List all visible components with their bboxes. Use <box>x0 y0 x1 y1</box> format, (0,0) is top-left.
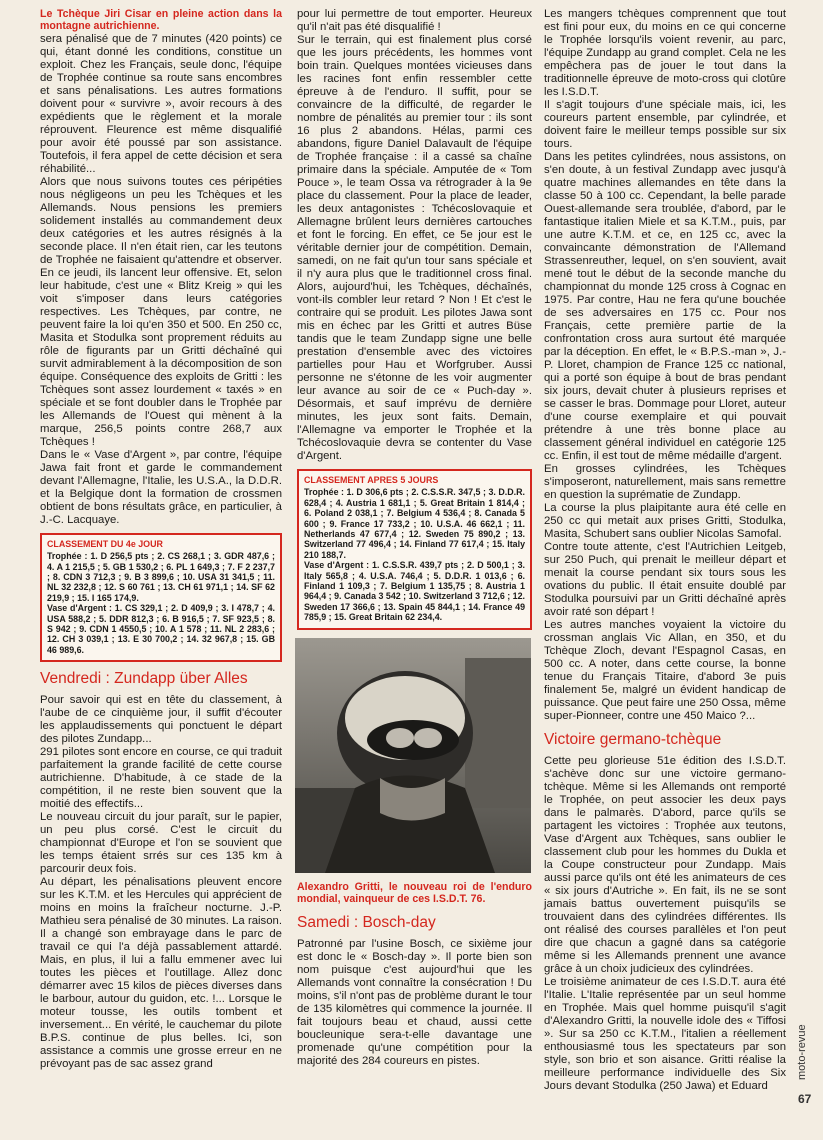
col3-paragraph: Les mangers tchèques comprennent que tout est fini pour eux, du moins en ce qui concerne le Trophée lorsqu'ils voient revenir, au parc, l'équipe Zundapp au grand complet. Cela ne les empêchera pas de jouer le tout dans la traditionnelle épreuve de moto-cross qui clotûre les I.S.D.T. <box>544 8 786 98</box>
col1-paragraph: Pour savoir qui est en tête du classement, à l'aube de ce cinquième jour, il suffit d'écouter les applaudissements qui ponctuent le départ des pilotes Zundapp... <box>40 694 282 746</box>
col1-paragraph: Dans le « Vase d'Argent », par contre, l'équipe Jawa fait front et garde le commandement devant l'Allemagne, l'Italie, les U.S.A., la D.D.R. et la Belgique dont la formation de crossmen obtient de bons résultats grâce, en particulier, à J.-C. Lacquaye. <box>40 448 282 526</box>
standings-silver-vase: Vase d'Argent : 1. CS 329,1 ; 2. D 409,9 ; 3. I 478,7 ; 4. USA 588,2 ; 5. DDR 812,3 ; 6. B 916,5 ; 7. SF 923,5 ; 8. S 942 ; 9. CDN 1 4550,5 ; 10. A 1 578 ; 11. NL 2 283,6 ; 12. CH 3 039,1 ; 13. E 30 700,2 ; 14. 32 967,8 ; 15. GB 46 989,6. <box>47 603 275 655</box>
page-number: 67 <box>798 1092 812 1106</box>
rider-photo-illustration <box>295 638 531 873</box>
top-photo-caption: Le Tchèque Jiri Cisar en pleine action dans la montagne autrichienne. <box>40 8 282 33</box>
col2-paragraph: Patronné par l'usine Bosch, ce sixième jour est donc le « Bosch-day ». Il porte bien son nom puisque c'est aujourd'hui que les Allemands vont connaître la consécration ! Du moins, s'il n'ont pas de problème durant le tour de 135 kilomètres qui commence la journée. Il fait toujours beau et chaud, aussi cette boucleunique sera-t-elle davantage une promenade qu'une compétition pour la majorité des 284 coureurs en pistes. <box>297 937 532 1067</box>
col3-paragraph: Contre toute attente, c'est l'Autrichien Leitgeb, sur 250 Puch, qui prenait le meilleur départ et menait la course pendant six tours sous les ovations du public. Il était ensuite doublé par Stodulka poursuivi par un Gritti déchaîné après avoir raté son départ ! <box>544 541 786 618</box>
col1-paragraph: Alors que nous suivons toutes ces péripéties nous négligeons un peu les Tchèques et les Allemands. Nous pensions les premiers solidement installés au commandement deux deux catégories et les autres résignés à la seconde place. Il n'en était rien, car les teutons de Trophée ne faisaient qu'attendre et observer. En ce jeudi, ils lancent leur offensive. Et, selon leur habitude, c'est une « Blitz Kreig » qui les voit s'imposer dans leurs catégories respectives. Les Tchèques, par contre, ne peuvent faire la loi qu'en 350 et 500. En 250 cc, Masita et Stodulka sont proprement réduits au rôle de figurants par un Gritti déchaîné qui survit admirablement à la décomposition de son équipe. Conséquence des exploits de Gritti : les Tchèques sont assez lourdement « taxés » en spéciale et se font doubler dans le Trophée par les Allemands de l'Ouest qui mènent à la marque, 256,5 points contre 268,7 aux Tchèques ! <box>40 175 282 448</box>
standings-box-day4 <box>40 533 282 662</box>
rider-photo <box>295 638 531 873</box>
section-title-friday: Vendredi : Zundapp über Alles <box>40 670 248 688</box>
col1-paragraph: Le nouveau circuit du jour paraît, sur le papier, un peu plus corsé. C'est le circuit du championnat d'Europe et l'on se souvient que les temps étaient srrés sur ces 135 km à parcourir deux fois. <box>40 811 282 876</box>
col1-paragraph: 291 pilotes sont encore en course, ce qui traduit parfaitement la grande facilité de cette course autrichienne. D'habitude, à ce stade de la compétition, il ne reste bien souvent que la moitié des effectifs... <box>40 746 282 811</box>
standings-trophy: Trophée : 1. D 306,6 pts ; 2. C.S.S.R. 347,5 ; 3. D.D.R. 628,4 ; 4. Austria 1 681,1 ; 5. Great Britain 1 814,4 ; 6. Poland 2 038,1 ; 7. Belgium 4 536,4 ; 8. Canada 5 600 ; 9. France 17 733,2 ; 10. U.S.A. 46 662,1 ; 11. Netherlands 47 677,4 ; 12. Sweden 75 890,2 ; 13. Switzerland 77 496,4 ; 14. Finland 77 617,4 ; 15. Italy 210 188,7. <box>304 487 525 560</box>
magazine-name: moto-revue <box>796 1024 808 1080</box>
column-1 <box>40 8 282 1071</box>
col3-paragraph: Les autres manches voyaient la victoire du crossman anglais Vic Allan, en 350, et du Tchèque Zloch, devant l'Espagnol Casas, en 500 cc. A noter, dans cette course, la bonne tenue du Français Titaire, d'abord 3e puis finalement 5e, malgré un évident handicap de puissance. Que peut faire une 250 Ossa, même super-Pionneer, contre une 450 Maico ?... <box>544 619 786 722</box>
col3-paragraph: La course la plus plaipitante aura été celle en 250 cc qui metait aux prises Gritti, Stodulka, Masita, Schubert sans oublier Nicolas Samofal. <box>544 502 786 540</box>
section-title-victory: Victoire germano-tchèque <box>544 731 722 748</box>
column-2 <box>297 8 532 1068</box>
col1-paragraph: Au départ, les pénalisations pleuvent encore sur les K.T.M. et les Hercules qui apprécient de moins en moins la fraîcheur nocturne. J.-P. Mathieu sera pénalisé de 30 minutes. La raison. Il a changé son embrayage dans le parc de travail ce qui l'a déjà passablement attardé. Mais, en plus, il lui a fallu emmener avec lui toutes les pièces et l'outillage. Allez donc démarrer avec 15 kilos de pièces diverses dans le barbour, autour du guidon, etc. !... Lorsque le moteur tousse, les outils tombent et inversement... En vérité, le cauchemar du pilote B.P.S. continue de plus belles. Ici, son assistance a commis une grosse erreur en ne prévoyant pas de sac assez grand <box>40 876 282 1071</box>
standings-box-day5 <box>297 469 532 630</box>
col2-paragraph: pour lui permettre de tout emporter. Heureux qu'il n'ait pas été disqualifié ! <box>297 8 532 33</box>
col3-paragraph: Dans les petites cylindrées, nous assistons, on s'en doute, à un festival Zundapp avec jusqu'à quatre machines allemandes en tête dans la classe 50 à 100 cc. Cependant, la belle parade Ouest-allemande sera troublée, d'abord, par le fantastique italien Miele et sa K.T.M., puis, par une autre K.T.M. et ce, en 125 cc, avec la convaincante démonstration de l'Allemand Strassenreuther, lequel, on s'en souvient, avait mené tout le début de la seconde manche du championnat du monde 125 cross à Cognac en 1975. Par contre, Hau ne fera qu'une bouchée de ses adversaires en 175 cc. Pour nos Français, cette première partie de la confrontation cross aura surtout été marquée par la déception. En effet, le « B.P.S.-man », J.-P. Lloret, champion de France 125 cc national, qui a porté son équipe à bout de bras pendant six jours, devait chuter à plusieurs reprises et se casser le bras. Dommage pour Lloret, auteur d'une course exemplaire et qui pouvait prétendre à une très bonne place au classement général individuel en catégorie 125 cc. Enfin, il est tout de même médaille d'argent. <box>544 151 786 462</box>
col2-paragraph: Sur le terrain, qui est finalement plus corsé que les jours précédents, les hommes vont boin train. Quelques montées vicieuses dans les racines font enfin ressembler cette épreuve à de l'enduro. Il suffit, pour se convaincre de la difficulté, de regarder le nombre de pénalités au premier tour : ils sont 16 plus 2 abandons. Hélas, parmi ces abandons, figure Daniel Dalavault de l'équipe de Trophée française : il a cassé sa chaîne primaire dans la spéciale. Amputée de « Tom Pouce », le team Ossa va rétrograder à la 9e place du classement. Pour la place de leader, les deux antagonistes : Tchécoslovaquie et Allemagne brûlent leurs dernières cartouches et font le forcing. En effet, ce 5e jour est le véritable dernier jour de compétition. Demain, samedi, on ne fait qu'un tour sans spéciale et il n'y aura plus que le traditionnel cross final. Alors, aujourd'hui, les Tchèques, déchaînés, vont-ils combler leur retard ? Non ! Et c'est le contraire qui se produit. Les pilotes Jawa sont mis en échec par les Gritti et autres Büse tandis que le team Zundapp signe une belle prestation d'ensemble avec des victoires partielles pour Hau et Worfgruber. Aussi personne ne s'étonne de les voir augmenter leur avance au soir de ce « Puch-day ». Désormais, et sauf imprévu de dernière minutes, les jeux sont faits. Demain, l'Allemagne va emporter le Trophée et la Tchécoslovaquie devra se contenter du Vase d'Argent. <box>297 34 532 462</box>
standings-silver-vase: Vase d'Argent : 1. C.S.S.R. 439,7 pts ; 2. D 500,1 ; 3. Italy 565,8 ; 4. U.S.A. 746,4 ; 5. D.D.R. 1 013,6 ; 6. Finland 1 109,3 ; 7. Belgium 1 135,75 ; 8. Austria 1 964,4 ; 9. Canada 3 542 ; 10. Switzerland 3 712,6 ; 12. Sweden 17 366,6 ; 13. Spain 45 844,1 ; 14. France 49 785,9 ; 15. Great Britain 62 234,4. <box>304 560 526 623</box>
section-title-saturday: Samedi : Bosch-day <box>297 913 436 931</box>
standings-box-title: CLASSEMENT DU 4e JOUR <box>47 538 163 549</box>
standings-box-title: CLASSEMENT APRES 5 JOURS <box>304 475 439 485</box>
gritti-photo-caption: Alexandro Gritti, le nouveau roi de l'enduro mondial, vainqueur de ces I.S.D.T. 76. <box>297 880 532 906</box>
col3-paragraph: En grosses cylindrées, les Tchèques s'imposeront, naturellement, mais sans remettre en question la suprématie de Zundapp. <box>544 463 786 501</box>
col3-paragraph: Le troisième animateur de ces I.S.D.T. aura été l'Italie. L'Italie représentée par un seul homme en Trophée. Mais quel homme puisqu'il s'agit d'Alexandro Gritti, la nouvelle idole des « Tiffosi ». Sur sa 250 cc K.T.M., l'italien a réellement enthousiasmé tous les spectateurs par son style, son brio et son aisance. Gritti réalise la meilleure performance individuelle des Six Jours devant Stodulka (250 Jawa) et Eduard <box>544 976 786 1092</box>
standings-trophy: Trophée : 1. D 256,5 pts ; 2. CS 268,1 ; 3. GDR 487,6 ; 4. A 1 215,5 ; 5. GB 1 530,2 ; 6. PL 1 649,3 ; 7. F 2 237,7 ; 8. CDN 3 712,3 ; 9. B 3 899,6 ; 10. USA 31 341,5 ; 11. NL 32 232,8 ; 12. S 60 761 ; 13. CH 61 971,1 ; 14. SF 62 219,9 ; 15. I 165 174,9. <box>47 551 275 603</box>
col3-paragraph: Cette peu glorieuse 51e édition des I.S.D.T. s'achève donc sur une victoire germano-tchèque. Même si les Allemands ont remporté le Trophée, on peut associer les deux pays dans le palmarès. D'abord, parce qu'ils se partagent les victoires : Trophée aux teutons, Vase d'Argent aux Tchèques, sans oublier le classement club pour les hommes du Dukla et la Coupe constructeur pour Zundapp. Mais aussi parce qu'ils ont été les animateurs de ces « six jours d'Autriche ». En fait, ils ne se sont jamais battus ouvertement puisqu'ils se trouvaient dans des cylindrées différentes. Ils ont réalisé des courses parallèles et l'on peut dire que chacun a gagné dans sa catégorie même si les Allemands prennent une avance grâce à un choix judicieux des cylindrées. <box>544 755 786 975</box>
col1-paragraph: sera pénalisé que de 7 minutes (420 points) ce qui, étant donné les conditions, constitue un exploit. Chez les Français, seule donc, l'équipe de Trophée continue sa route sans encombres et sans pénalisations. Les autres formations doivent pour « survivre », avoir recours à des expédients que le règlement et la morale réprouvent. Fleurence est même disqualifié pour avoir été poussé par son assistance. Toutefois, il fera appel de cette décision et sera réhabilité... <box>40 32 282 175</box>
column-3 <box>544 8 786 1093</box>
col3-paragraph: Il s'agit toujours d'une spéciale mais, ici, les coureurs partent ensemble, par cylindrée, et doivent faire le meilleur temps possible sur six tours. <box>544 99 786 150</box>
